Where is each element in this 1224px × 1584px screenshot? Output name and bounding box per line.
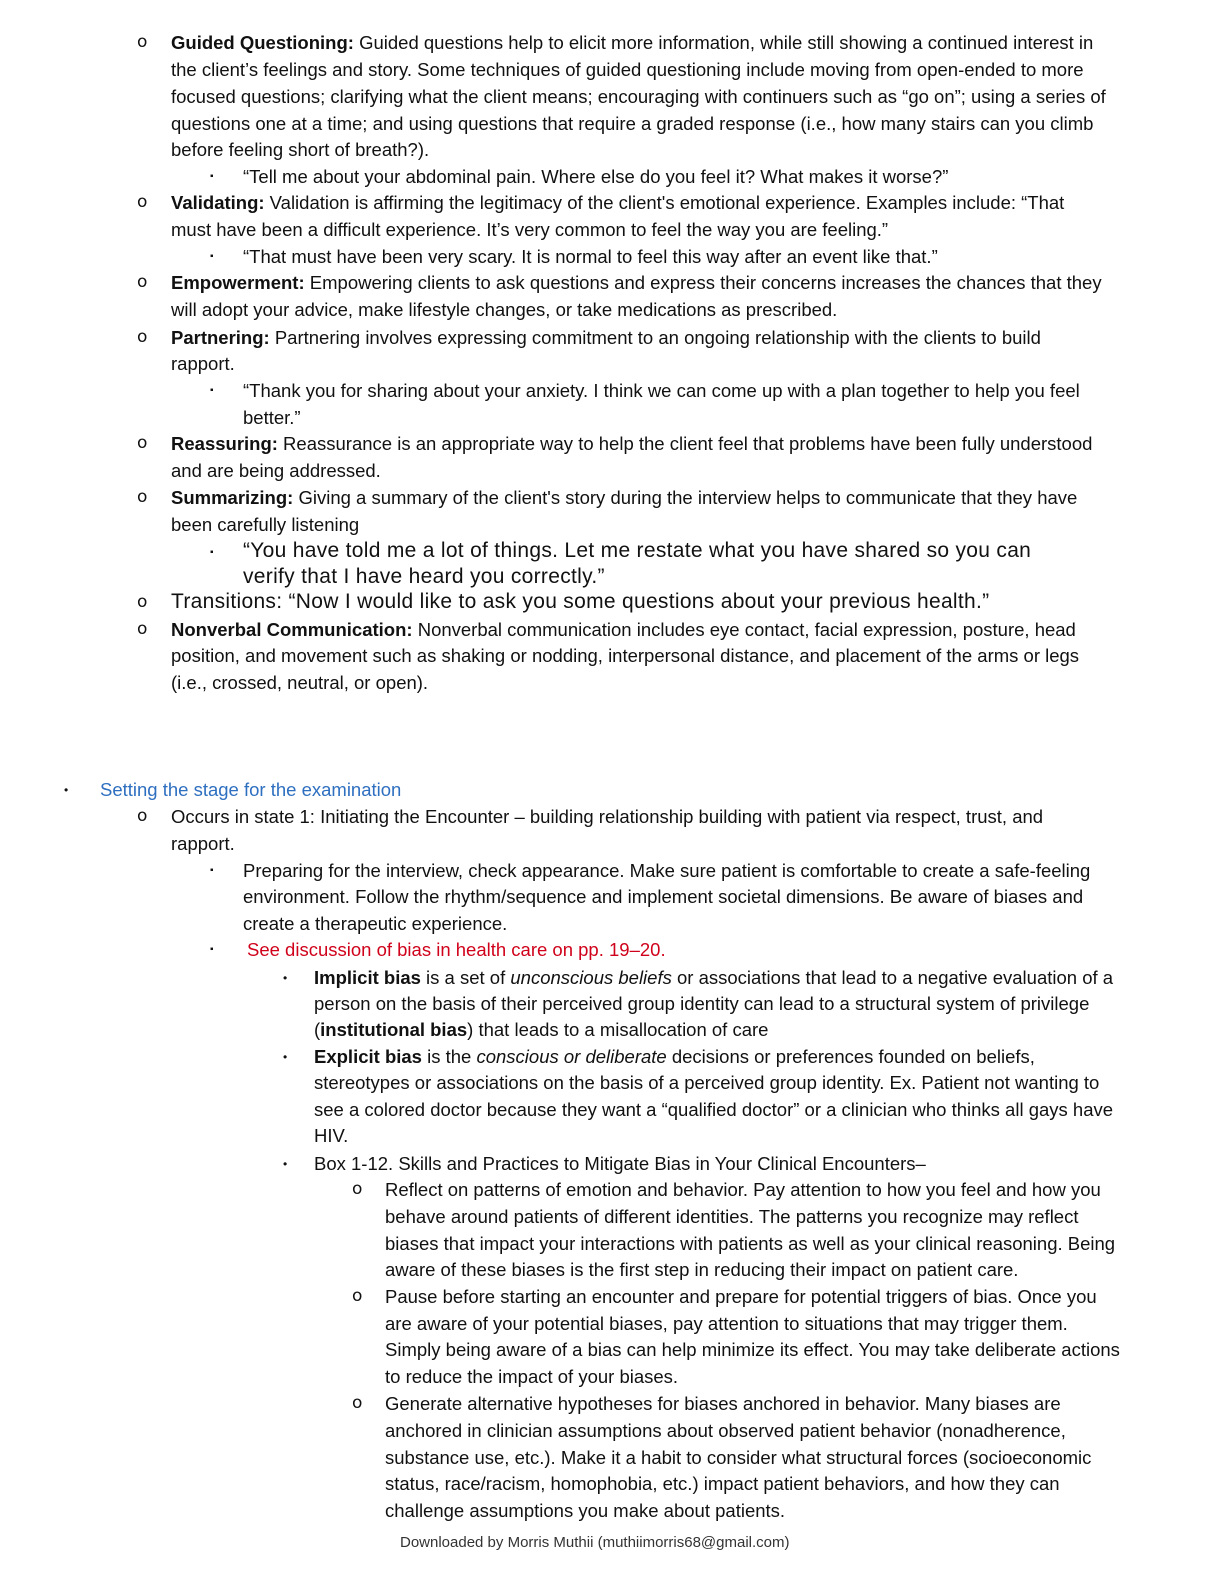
text-line: Generate alternative hypotheses for biases anchored in behavior. Many biases are	[385, 1393, 1061, 1414]
reassuring-para	[171, 431, 1092, 458]
text-line: create a therapeutic experience.	[243, 913, 508, 934]
text-line: person on the basis of their perceived group identity can lead to a structural system of privilege	[314, 993, 1090, 1014]
term-empowerment: Empowerment:	[171, 272, 305, 293]
circle-bullet: o	[352, 1179, 363, 1199]
text-line: anchored in clinician assumptions about observed patient behavior (nonadherence,	[385, 1420, 1066, 1441]
text-line: rapport.	[171, 353, 235, 374]
text-line: before feeling short of breath?).	[171, 139, 430, 160]
text-line: the client’s feelings and story. Some techniques of guided questioning include moving from open-ended to more	[171, 59, 1084, 80]
circle-bullet: o	[137, 806, 148, 826]
text-line: substance use, etc.). Make it a habit to consider what structural forces (socioeconomic	[385, 1447, 1092, 1468]
text-line: Occurs in state 1: Initiating the Encounter – building relationship building with patient via respect, trust, and	[171, 806, 1044, 827]
text-line: position, and movement such as shaking or nodding, interpersonal distance, and placement of the arms or legs	[171, 645, 1080, 666]
text-line: aware of these biases is the first step in reducing their impact on patient care.	[385, 1259, 1019, 1280]
square-bullet-icon: ▪	[210, 251, 214, 262]
text-line: behave around patients of different identities. The patterns you recognize may reflect	[385, 1206, 1079, 1227]
bullet: •	[283, 1157, 288, 1171]
term-reassuring: Reassuring:	[171, 433, 278, 454]
circle-bullet: o	[137, 192, 148, 212]
term-partnering: Partnering:	[171, 327, 270, 348]
text: decisions or preferences founded on beliefs,	[666, 1046, 1035, 1067]
text-line: challenge assumptions you make about patients.	[385, 1500, 786, 1521]
square-bullet-icon: ▪	[210, 385, 214, 396]
bullet: •	[283, 971, 288, 985]
text: is a set of	[420, 967, 511, 988]
circle-bullet: o	[137, 32, 148, 52]
text-line	[314, 1017, 768, 1044]
text: Nonverbal communication includes eye contact, facial expression, posture, head	[412, 619, 1076, 640]
text-line: environment. Follow the rhythm/sequence and implement societal dimensions. Be aware of biases and	[243, 886, 1084, 907]
text-line: (i.e., crossed, neutral, or open).	[171, 672, 429, 693]
text-line: Preparing for the interview, check appearance. Make sure patient is comfortable to create a safe-feeling	[243, 860, 1091, 881]
example-quote: “That must have been very scary. It is normal to feel this way after an event like that.”	[243, 246, 938, 267]
text-line: rapport.	[171, 833, 235, 854]
circle-bullet: o	[137, 487, 148, 507]
text-line: biases that impact your interactions with patients as well as your clinical reasoning. Being	[385, 1233, 1116, 1254]
circle-bullet: o	[137, 592, 148, 612]
text-line: focused questions; clarifying what the client means; encouraging with continuers such as “go on”; using a series of	[171, 86, 1106, 107]
section-heading: Setting the stage for the examination	[100, 779, 402, 800]
circle-bullet: o	[137, 272, 148, 292]
guided-questioning-para	[171, 30, 1093, 57]
circle-bullet: o	[137, 327, 148, 347]
summarizing-para	[171, 485, 1077, 512]
text: (	[314, 1019, 321, 1040]
example-quote: “Thank you for sharing about your anxiety. I think we can come up with a plan together to help you feel	[243, 380, 1080, 401]
square-bullet-icon: ▪	[210, 865, 214, 876]
nonverbal-para	[171, 617, 1076, 644]
text-line: questions one at a time; and using questions that require a graded response (i.e., how many stairs can you climb	[171, 113, 1094, 134]
text-line: to reduce the impact of your biases.	[385, 1366, 679, 1387]
circle-bullet: o	[352, 1393, 363, 1413]
text-line: verify that I have heard you correctly.”	[243, 565, 605, 588]
term-guided-questioning: Guided Questioning:	[171, 32, 354, 53]
text-line: Simply being aware of a bias can help minimize its effect. You may take deliberate actions	[385, 1339, 1120, 1360]
text: Validation is affirming the legitimacy of the client's emotional experience. Examples include: “That	[264, 192, 1065, 213]
bullet: •	[283, 1050, 288, 1064]
partnering-para	[171, 325, 1041, 352]
term-institutional-bias: institutional bias	[320, 1019, 468, 1040]
circle-bullet: o	[137, 619, 148, 639]
text-line: Reflect on patterns of emotion and behavior. Pay attention to how you feel and how you	[385, 1179, 1101, 1200]
emphasis: unconscious beliefs	[510, 967, 672, 988]
text-line: will adopt your advice, make lifestyle changes, or take medications as prescribed.	[171, 299, 838, 320]
square-bullet-icon: ▪	[210, 944, 214, 955]
download-footer: Downloaded by Morris Muthii (muthiimorris68@gmail.com)	[400, 1534, 790, 1551]
text: Empowering clients to ask questions and express their concerns increases the chances that they	[304, 272, 1102, 293]
empowerment-para	[171, 270, 1102, 297]
text-line: are aware of your potential biases, pay attention to situations that may trigger them.	[385, 1313, 1068, 1334]
term-validating: Validating:	[171, 192, 265, 213]
text-line: better.”	[243, 407, 301, 428]
example-quote: “Tell me about your abdominal pain. Where else do you feel it? What makes it worse?”	[243, 166, 949, 187]
bullet: •	[64, 783, 69, 797]
circle-bullet: o	[137, 433, 148, 453]
text-line: Pause before starting an encounter and prepare for potential triggers of bias. Once you	[385, 1286, 1097, 1307]
see-discussion-note: See discussion of bias in health care on pp. 19–20.	[247, 939, 666, 960]
text: ) that leads to a misallocation of care	[467, 1019, 769, 1040]
text-line: stereotypes or associations on the basis of a perceived group identity. Ex. Patient not wanting to	[314, 1072, 1100, 1093]
text-line: and are being addressed.	[171, 460, 381, 481]
term-implicit-bias: Implicit bias	[314, 967, 421, 988]
text: Reassurance is an appropriate way to help the client feel that problems have been fully understood	[277, 433, 1093, 454]
box-title: Box 1-12. Skills and Practices to Mitigate Bias in Your Clinical Encounters–	[314, 1153, 926, 1174]
text: Guided questions help to elicit more information, while still showing a continued interest in	[353, 32, 1094, 53]
square-bullet-icon: ▪	[210, 547, 214, 558]
implicit-bias-para	[314, 965, 1113, 992]
text-line: see a colored doctor because they want a “qualified doctor” or a clinician who thinks all gays have	[314, 1099, 1114, 1120]
term-summarizing: Summarizing:	[171, 487, 294, 508]
emphasis: conscious or deliberate	[476, 1046, 667, 1067]
term-nonverbal: Nonverbal Communication:	[171, 619, 413, 640]
text-line: must have been a difficult experience. It’s very common to feel the way you are feeling.”	[171, 219, 889, 240]
text-line: status, race/racism, homophobia, etc.) impact patient behaviors, and how they can	[385, 1473, 1060, 1494]
text-line: been carefully listening	[171, 514, 360, 535]
text: or associations that lead to a negative evaluation of a	[671, 967, 1114, 988]
term-explicit-bias: Explicit bias	[314, 1046, 422, 1067]
square-bullet-icon: ▪	[210, 171, 214, 182]
text: Partnering involves expressing commitment to an ongoing relationship with the clients to build	[269, 327, 1041, 348]
text-line: HIV.	[314, 1125, 349, 1146]
transitions-para: Transitions: “Now I would like to ask you some questions about your previous health.”	[171, 590, 990, 613]
validating-para	[171, 190, 1064, 217]
text: is the	[421, 1046, 477, 1067]
example-quote: “You have told me a lot of things. Let me restate what you have shared so you can	[243, 539, 1032, 562]
explicit-bias-para	[314, 1044, 1035, 1071]
circle-bullet: o	[352, 1286, 363, 1306]
text: Giving a summary of the client's story during the interview helps to communicate that they have	[293, 487, 1078, 508]
